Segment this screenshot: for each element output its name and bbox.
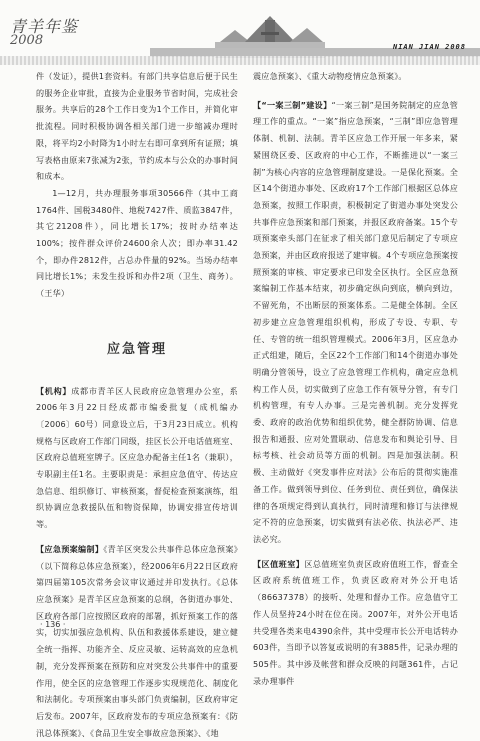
left-para-1: 件（发证），提供1套资料。有部门共享信息后便于民生的服务企业审批，直接为企业服务节省时间，完成社会服务。共享后的28个工作日变为1个工作日，并简化审批流程。同时积极协调各相关部门进一步缩减办理时限，将平均2小时降为1小时左右即可拿到所有证照；填写表格由原来7张减为2张，节约成本与公众的办事时间和成本。 xyxy=(36,71,238,182)
sanzhi-paragraph xyxy=(253,97,458,548)
page-number: · 136 · xyxy=(40,620,66,629)
page-header xyxy=(0,0,480,64)
yuan-paragraph xyxy=(36,541,238,741)
section-title: 应急管理 xyxy=(106,341,167,357)
jigou-tag: 【机构】 xyxy=(36,385,72,396)
sanzhi-text: “一案三制”是国务院制定的应急管理工作的重点。“一案”指应急预案，“三制”即应急管理体制、机制、法制。青羊区应急工作开展一年多来，紧紧围绕区委、区政府的中心工作，不断推进以“一案三制”为核心内容的应急管理制度建设。一是保化预案。全区14个街道办事处、区政府17个工作部门根据区总体应急预案，按照工作职责，积极制定了街道办事处突发公共事件应急预案和部门预案，并报区政府备案。15个专项预案牵头部门在征求了相关部门意见后制定了专项应急预案，并由区政府报送了建审稿。4个专项应急预案按照预案的审核、审定要求已印发全区执行。全区应急预案编制工作基本结束，初步确定纵向到底，横向到边，不留死角，不出断层的预案体系。二是健全体制。全区初步建立应急管理组织机构，形成了专设、专职、专任、专管的统一组织管理模式。2006年3月，区应急办正式组建，随后，全区22个工作部门和14个街道办事处明确分管领导，设立了应急管理工作机构，确定应急机构工作人员，切实做到了应急工作有领导分管，有专门机构管理，有专人办事。三是完善机制。充分发挥党委、政府的政治优势和组织优势，健全群防协调、信息报告和通报、应对处置联动、信息发布和舆论引导、目标考核、社会动员等方面的机制。四是加强法制。积极、主动做好《突发事件应对法》公布后的贯彻实施准备工作。做到领导到位、任务到位、责任到位，确保法律的各项规定得到认真执行，同时清理和修订与法律规定不符的应急预案，切实做到有法必依、执法必严、违法必究。 xyxy=(253,99,459,544)
sanzhi-tag: 【“一案三制”建设】 xyxy=(253,99,332,110)
right-cont-paragraph: 震应急预案》、《重大动物疫情应急预案》。 xyxy=(253,71,407,81)
logo-title: 青羊年鉴 xyxy=(10,17,79,36)
yearbook-logo xyxy=(10,14,130,58)
logo-year: 2008 xyxy=(10,33,44,48)
yuan-text: 《青羊区突发公共事件总体应急预案》（以下简称总体应急预案），经2006年6月22日区政府第四届第105次常务会议审议通过并印发执行。《总体应急预案》是青羊区应急预案的总纲，各街道办事处、区政府各部门应按照区政府的部署，抓好预案工作的落实，切实加强应急机构、队伍和救援体系建设，建立健全统一指挥、功能齐全、反应灵敏、运转高效的应急机制，充分发挥预案在预防和应对突发公共事件中的重要作用，使全区的应急管理工作逐步实现规范化、制度化和法制化。专项预案由事头部门负责编制，区政府审定后发布。2007年，区政府发布的专项应急预案有：《防汛总体预案》、《食品卫生安全事故应急预案》、《地 xyxy=(36,543,238,738)
zhiban-tag: 【区值班室】 xyxy=(253,558,305,569)
jigou-text: 成都市青羊区人民政府应急管理办公室，系2006年3月22日经成都市编委批复（成机编办〔2006〕60号）同意设立后，于3月23日成立。机构规格与区政府工作部门同级，挂区长公开电话值班室、区政府总值班室牌子。区应急办配备主任1名（兼职），专职副主任1名。主要职责是：承担应急值守、传达应急信息、组织修订、审核预案，督促检查预案演练，组织协调应急救援队伍和物资保障，协调安排宣传培训等。 xyxy=(36,385,238,530)
zhiban-text: 区总值班室负责区政府值班工作，督查全区政府系统值班工作，负责区政府对外公开电话（86637378）的接听、处理和督办工作。应急值守工作人员坚持24小时在位在岗。2007年，对外公开电话共受理各类来电4390余件，其中受理市长公开电话转办603件，当即予以答复或说明的有3885件，记录办理的505件。其中涉及帐营和群众反映的问题361件，占记录办理事件 xyxy=(253,558,458,686)
header-rule xyxy=(0,56,480,65)
left-para-2: 1—12月，共办理服务事项30566件（其中工商1764件、国税3480件、地税7427件、质监3847件，其它21208件），同比增长17%；按时办结率达100%；按件群众评价24600余人次；即办率31.42个，即办件2812件，占总办件量的92%。当场办结率同比增长1%；未发生投诉和办件2项（卫生、商务）。（王华） xyxy=(36,187,238,299)
zhiban-paragraph xyxy=(253,556,458,690)
right-column xyxy=(253,68,458,689)
yuan-tag: 【应急预案编制】 xyxy=(36,543,104,554)
left-column xyxy=(36,68,238,741)
header-motto: NIAN JIAN 2008 xyxy=(392,43,466,51)
jigou-paragraph xyxy=(36,383,238,533)
